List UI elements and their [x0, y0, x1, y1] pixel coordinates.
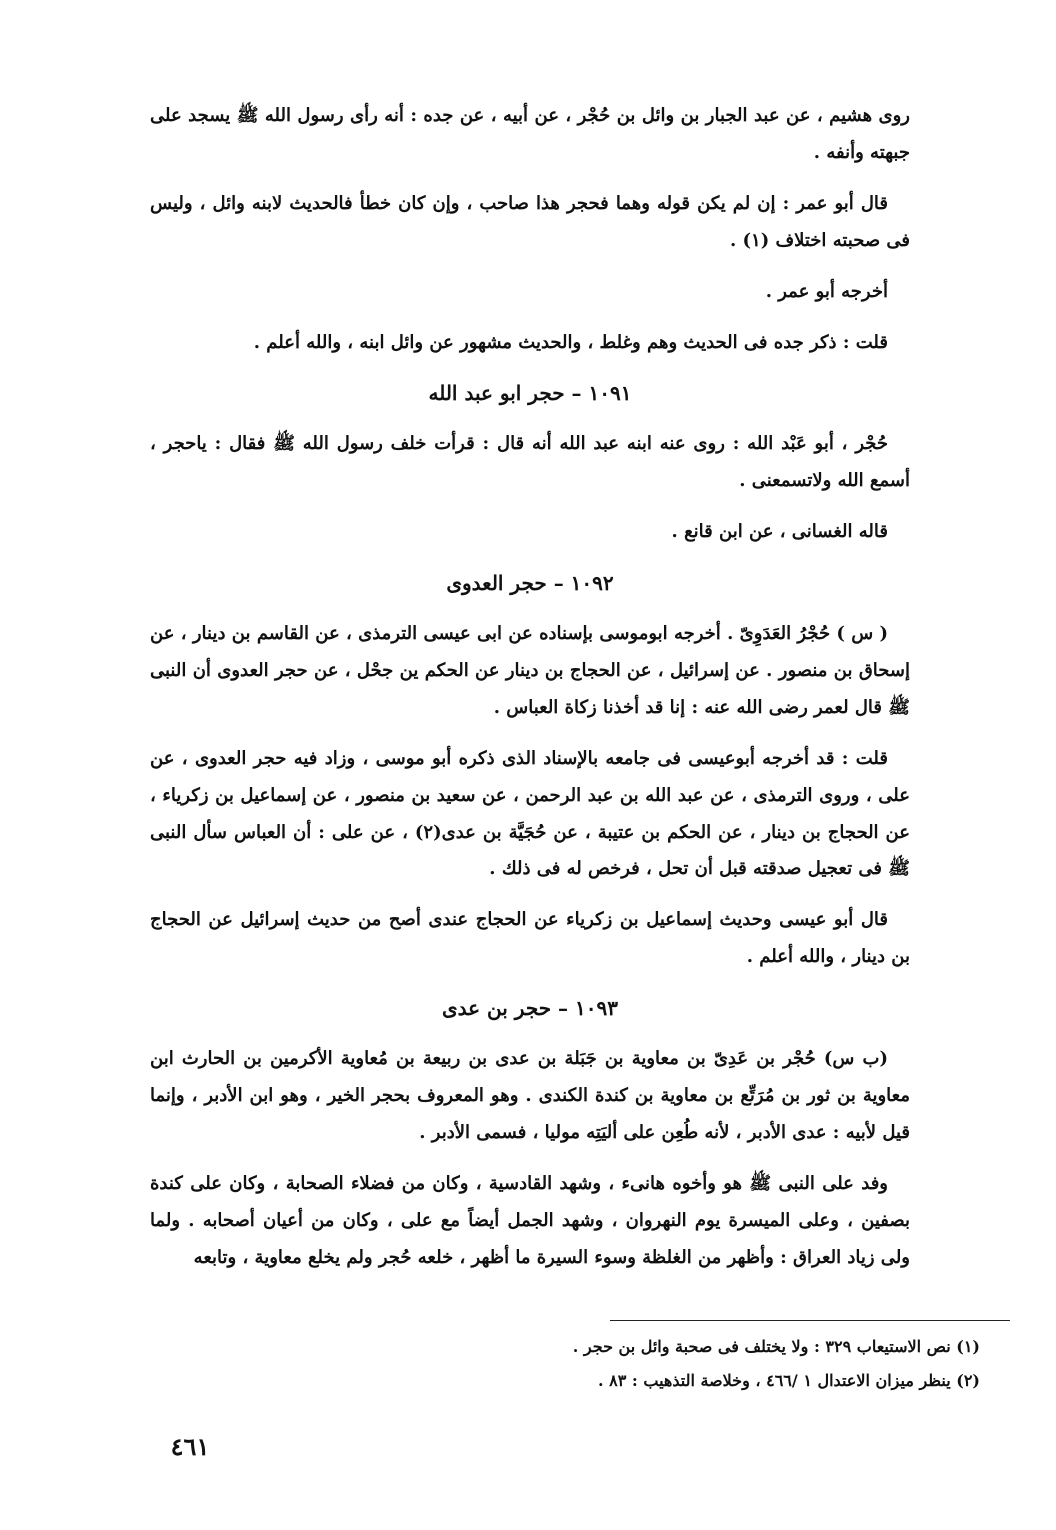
- main-text: [150, 98, 910, 1290]
- footnote: (٢) ينظر ميزان الاعتدال ١ /٤٦٦ ، وخلاصة التذهيب : ٨٣ .: [598, 1371, 980, 1390]
- entry-heading-1091: ١٠٩١ – حجر ابو عبد الله: [428, 381, 632, 406]
- footnotes: [380, 1330, 980, 1398]
- paragraph: (ب س) حُجْر بن عَدِىّ بن معاوية بن جَبَلة بن عدى بن ربيعة بن مُعاوية الأكرمين بن الحارث ابن معاوية بن ثور بن مُرَتِّع بن معاوية بن كندة الكندى . وهو المعروف بحجر الخير ، وهو ابن الأدبر ، وإنما قيل لأبيه : عدى الأدبر ، لأنه طُعِن على أليَتِه موليا ، فسمى الأدبر .: [150, 1048, 910, 1143]
- paragraph: قال أبو عيسى وحديث إسماعيل بن زكرياء عن الحجاج عندى أصح من حديث إسرائيل عن الحجاج بن دينار ، والله أعلم .: [150, 909, 910, 968]
- paragraph: حُجْر ، أبو عَبْد الله : روى عنه ابنه عبد الله أنه قال : قرأت خلف رسول الله ﷺ فقال : ياحجر ، أسمع الله ولاتسمعنى .: [150, 433, 910, 492]
- paragraph: وفد على النبى ﷺ هو وأخوه هانىء ، وشهد القادسية ، وكان من فضلاء الصحابة ، وكان على كندة بصفين ، وعلى الميسرة يوم النهروان ، وشهد الجمل أيضاً مع على ، وكان من أعيان أصحابه . ولما ولى زياد العراق : وأظهر من الغلظة وسوء السيرة ما أظهر ، خلعه حُجر ولم يخلع معاوية ، وتابعه: [150, 1172, 910, 1268]
- paragraph: ( س ) حُجْرُ العَدَوِىّ . أخرجه ابوموسى بإسناده عن ابى عيسى الترمذى ، عن القاسم بن دينار ، عن إسحاق بن منصور . عن إسرائيل ، عن الحجاج بن دينار عن الحكم ين جحْل ، عن حجر العدوى أن النبى ﷺ قال لعمر رضى الله عنه : إنا قد أخذنا زكاة العباس .: [150, 622, 910, 718]
- paragraph: روى هشيم ، عن عبد الجبار بن وائل بن حُجْر ، عن أبيه ، عن جده : أنه رأى رسول الله ﷺ يسجد على جبهته وأنفه .: [150, 105, 910, 163]
- paragraph: قلت : ذكر جده فى الحديث وهم وغلط ، والحديث مشهور عن وائل ابنه ، والله أعلم .: [253, 331, 888, 353]
- entry-heading-1093: ١٠٩٣ – حجر بن عدى: [441, 996, 618, 1021]
- paragraph: قال أبو عمر : إن لم يكن قوله وهما فحجر هذا صاحب ، وإن كان خطأ فالحديث لابنه وائل ، وليس فى صحبته اختلاف (١) .: [150, 192, 910, 251]
- paragraph: قلت : قد أخرجه أبوعيسى فى جامعه بالإسناد الذى ذكره أبو موسى ، وزاد فيه حجر العدوى ، عن على ، وروى الترمذى ، عن عبد الله بن عبد الرحمن ، عن سعيد بن منصور ، عن إسماعيل بن زكرياء ، عن الحجاج بن دينار ، عن الحكم بن عتيبة ، عن حُجَيَّة بن عدى(٢) ، عن على : أن العباس سأل النبى ﷺ فى تعجيل صدقته قبل أن تحل ، فرخص له فى ذلك .: [150, 747, 911, 880]
- page-number: ٤٦١: [170, 1432, 210, 1461]
- entry-heading-1092: ١٠٩٢ – حجر العدوى: [446, 571, 614, 596]
- paragraph: قاله الغسانى ، عن ابن قانع .: [671, 521, 888, 543]
- paragraph: أخرجه أبو عمر .: [765, 280, 888, 302]
- footnote-divider: [610, 1320, 1010, 1321]
- footnote: (١) نص الاستيعاب ٣٢٩ : ولا يختلف فى صحبة وائل بن حجر .: [572, 1337, 980, 1356]
